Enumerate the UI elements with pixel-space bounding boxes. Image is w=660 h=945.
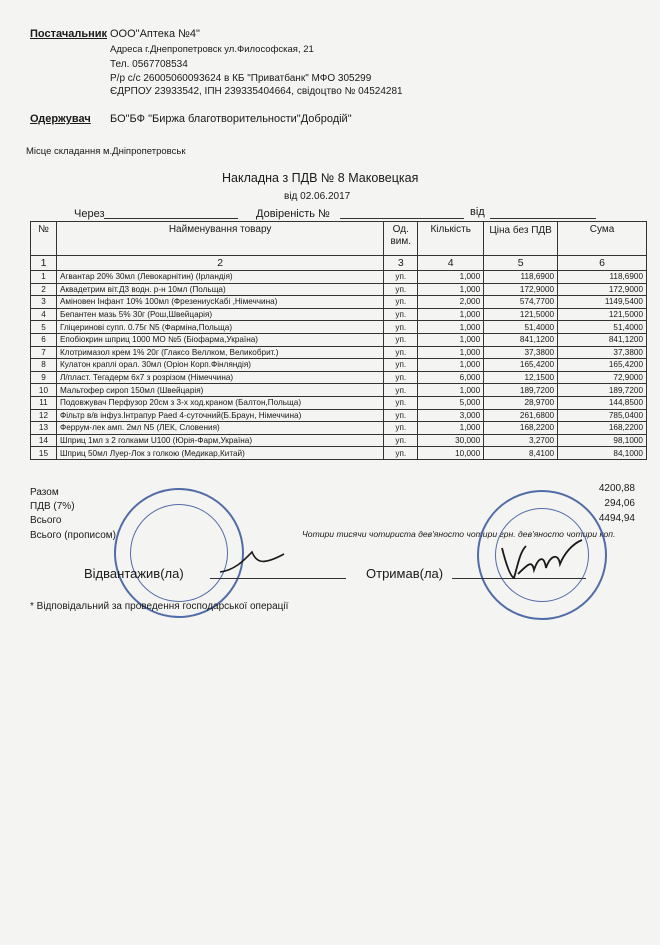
row-sum: 172,9000 [558,283,647,296]
colnum-4: 4 [418,256,484,271]
row-no: 13 [31,422,57,435]
proxy-label: Довіреність № [256,208,330,220]
colnum-3: 3 [384,256,418,271]
row-no: 9 [31,371,57,384]
row-price: 121,5000 [484,308,558,321]
sum-label: Разом [30,487,59,498]
row-name: Аміновен Інфант 10% 100мл (ФрезениусКабі ,Німеччина) [56,296,383,309]
row-quantity: 30,000 [418,434,484,447]
row-unit: уп. [384,333,418,346]
row-quantity: 1,000 [418,283,484,296]
table-header-row [31,222,647,256]
row-no: 4 [31,308,57,321]
header-no: № [31,222,57,256]
shipped-label: Відвантажив(ла) [84,566,184,581]
row-quantity: 2,000 [418,296,484,309]
row-name: Кулатон краплі орал. 30мл (Оріон Корп.Фінляндія) [56,359,383,372]
row-quantity: 1,000 [418,346,484,359]
colnum-5: 5 [484,256,558,271]
row-price: 28,9700 [484,396,558,409]
row-unit: уп. [384,346,418,359]
total-label: Всього [30,515,62,526]
table-row [31,359,647,372]
row-name: Мальтофер сироп 150мл (Швейцарія) [56,384,383,397]
table-row [31,409,647,422]
row-name: Епобіокрин шприц 1000 МО №5 (Біофарма,Україна) [56,333,383,346]
row-sum: 189,7200 [558,384,647,397]
proxy-from-line [490,218,596,219]
row-price: 574,7700 [484,296,558,309]
row-unit: уп. [384,359,418,372]
header-sum: Сума [558,222,647,256]
document-title: Накладна з ПДВ № 8 Маковецкая [222,171,419,185]
row-price: 189,7200 [484,384,558,397]
row-name: Шприц 1мл з 2 голками U100 (Юрія-Фарм,Україна) [56,434,383,447]
row-price: 165,4200 [484,359,558,372]
items-table [30,221,647,460]
row-sum: 1149,5400 [558,296,647,309]
row-quantity: 1,000 [418,271,484,284]
table-row [31,321,647,334]
received-label: Отримав(ла) [366,566,444,581]
through-line [104,218,238,219]
row-price: 172,9000 [484,283,558,296]
row-quantity: 1,000 [418,333,484,346]
table-row [31,271,647,284]
row-sum: 72,9000 [558,371,647,384]
row-quantity: 1,000 [418,384,484,397]
row-quantity: 1,000 [418,422,484,435]
row-no: 15 [31,447,57,460]
row-name: Агвантар 20% 30мл (Левокарнітин) (Ірландія) [56,271,383,284]
footnote: * Відповідальний за проведення господарської операції [30,601,289,612]
row-unit: уп. [384,321,418,334]
table-row [31,447,647,460]
header-name: Найменування товару [56,222,383,256]
row-name: Шприц 50мл Луер-Лок з голкою (Медикар,Китай) [56,447,383,460]
document-date: від 02.06.2017 [284,191,351,202]
row-quantity: 1,000 [418,359,484,372]
colnum-2: 2 [56,256,383,271]
colnum-6: 6 [558,256,647,271]
row-name: Подовжувач Перфузор 20см з 3-х ход.краном (Балтон,Польща) [56,396,383,409]
row-sum: 168,2200 [558,422,647,435]
table-row [31,396,647,409]
row-name: Фільтр в/в інфуз.Інтрапур Раеd 4-суточний(Б.Браун, Німеччина) [56,409,383,422]
row-price: 12,1500 [484,371,558,384]
row-no: 5 [31,321,57,334]
table-row [31,283,647,296]
colnum-1: 1 [31,256,57,271]
row-price: 8,4100 [484,447,558,460]
row-name: Клотримазол крем 1% 20г (Глаксо Веллком, Великобрит.) [56,346,383,359]
received-signature [498,534,588,584]
through-label: Через [74,208,105,220]
row-no: 7 [31,346,57,359]
table-row [31,384,647,397]
header-quantity: Кількість [418,222,484,256]
table-row [31,308,647,321]
vat-value: 294,06 [604,498,635,509]
row-unit: уп. [384,447,418,460]
supplier-label: Постачальник [30,28,107,40]
row-unit: уп. [384,409,418,422]
row-price: 841,1200 [484,333,558,346]
header-unit: Од. вим. [384,222,418,256]
row-no: 11 [31,396,57,409]
row-no: 8 [31,359,57,372]
header-price: Ціна без ПДВ [484,222,558,256]
row-quantity: 10,000 [418,447,484,460]
supplier-phone: Тел. 0567708534 [110,59,188,70]
supplier-name: ООО"Аптека №4" [110,28,200,40]
table-row [31,346,647,359]
row-quantity: 5,000 [418,396,484,409]
place-of-issue: Місце складання м.Дніпропетровськ [26,146,186,157]
row-sum: 785,0400 [558,409,647,422]
total-words-label: Всього (прописом) [30,530,116,541]
shipped-signature-line [210,578,346,579]
row-unit: уп. [384,384,418,397]
column-number-row [31,256,647,271]
proxy-line [340,218,464,219]
proxy-from-label: від [470,206,485,218]
row-unit: уп. [384,371,418,384]
supplier-account: Р/р с/с 26005060093624 в КБ "Приватбанк" МФО 305299 [110,73,372,84]
receiver-name: БО"БФ "Биржа благотворительности"Добродій" [110,113,352,125]
row-price: 37,3800 [484,346,558,359]
row-no: 3 [31,296,57,309]
supplier-address: Адреса г.Днепропетровск ул.Философская, 21 [110,44,314,55]
row-unit: уп. [384,296,418,309]
row-no: 1 [31,271,57,284]
row-quantity: 6,000 [418,371,484,384]
row-unit: уп. [384,396,418,409]
shipped-signature [218,548,288,578]
row-unit: уп. [384,283,418,296]
total-value: 4494,94 [598,513,635,524]
row-no: 6 [31,333,57,346]
vat-label: ПДВ (7%) [30,501,75,512]
row-name: Бепантен мазь 5% 30г (Рош,Швейцарія) [56,308,383,321]
table-row [31,434,647,447]
total-words-value: Чотири тисячи чотириста дев'яносто чотири грн. дев'яносто чотири коп. [302,529,616,539]
row-no: 14 [31,434,57,447]
table-row [31,422,647,435]
row-sum: 37,3800 [558,346,647,359]
row-sum: 118,6900 [558,271,647,284]
row-sum: 51,4000 [558,321,647,334]
row-no: 2 [31,283,57,296]
row-price: 261,6800 [484,409,558,422]
table-row [31,371,647,384]
row-quantity: 1,000 [418,308,484,321]
sum-value: 4200,88 [598,483,635,494]
row-sum: 144,8500 [558,396,647,409]
row-unit: уп. [384,271,418,284]
table-row [31,333,647,346]
row-no: 10 [31,384,57,397]
row-name: Феррум-лек амп. 2мл N5 (ЛЕК, Словения) [56,422,383,435]
row-name: Гліцеринові супп. 0.75г N5 (Фарміна,Польща) [56,321,383,334]
row-sum: 165,4200 [558,359,647,372]
row-sum: 841,1200 [558,333,647,346]
supplier-codes: ЄДРПОУ 23933542, ІПН 239335404664, свідоцтво № 04524281 [110,86,403,97]
row-no: 12 [31,409,57,422]
row-price: 51,4000 [484,321,558,334]
row-unit: уп. [384,422,418,435]
row-quantity: 3,000 [418,409,484,422]
row-price: 168,2200 [484,422,558,435]
row-name: Л/пласт. Тегадерм 6х7 з розрізом (Німеччина) [56,371,383,384]
row-price: 118,6900 [484,271,558,284]
table-row [31,296,647,309]
row-quantity: 1,000 [418,321,484,334]
row-unit: уп. [384,434,418,447]
row-name: Аквадетрим віт.Д3 водн. р-н 10мл (Польща) [56,283,383,296]
row-sum: 121,5000 [558,308,647,321]
row-sum: 84,1000 [558,447,647,460]
receiver-label: Одержувач [30,113,91,125]
row-unit: уп. [384,308,418,321]
row-price: 3,2700 [484,434,558,447]
row-sum: 98,1000 [558,434,647,447]
